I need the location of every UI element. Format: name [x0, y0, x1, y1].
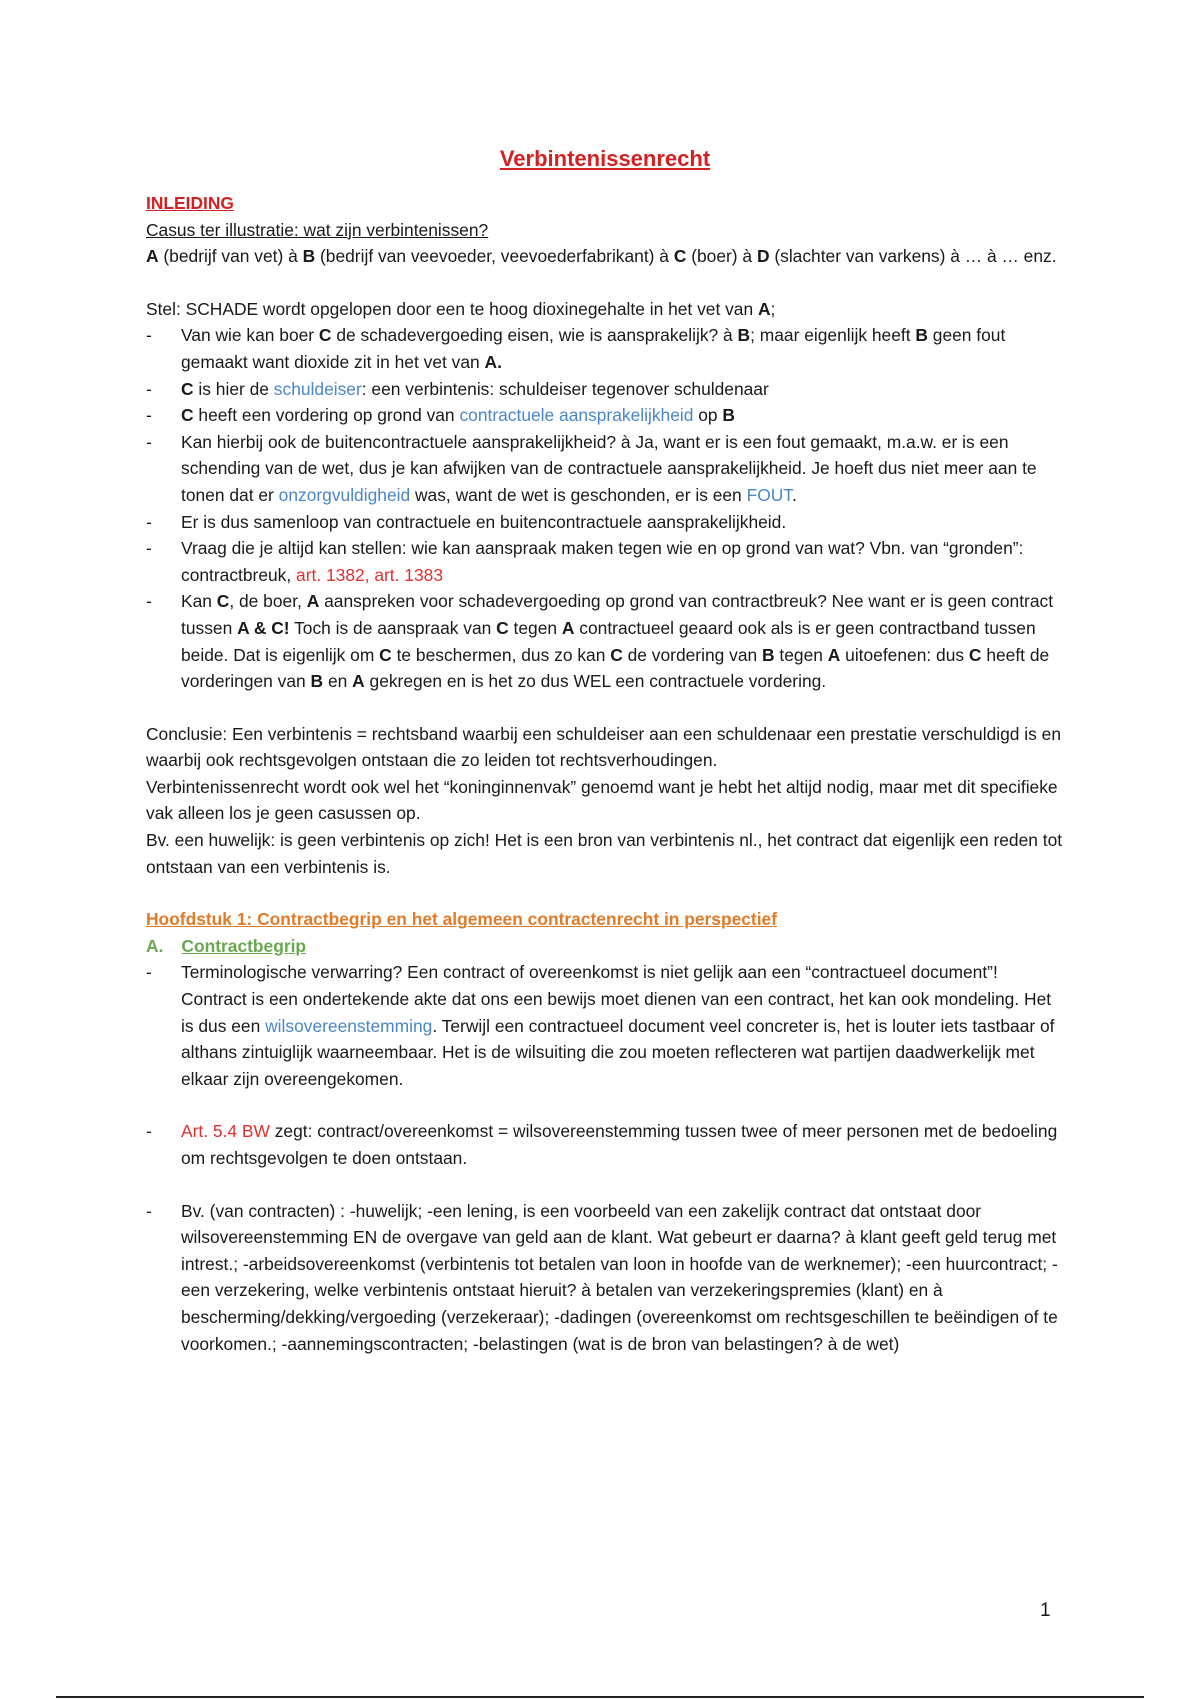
list-item: - Art. 5.4 BW zegt: contract/overeenkomst = wilsovereenstemming tussen twee of meer personen met de bedoeling om rechtsgevolgen te doen ontstaan.	[146, 1118, 1064, 1171]
stel-paragraph: Stel: SCHADE wordt opgelopen door een te hoog dioxinegehalte in het vet van A;	[146, 298, 776, 319]
term-contractuele-aansprakelijkheid: contractuele aansprakelijkheid	[459, 405, 694, 426]
term-schuldeiser: schuldeiser	[273, 378, 362, 399]
footer-divider	[56, 1696, 1144, 1698]
huwelijk-paragraph: Bv. een huwelijk: is geen verbintenis op zich! Het is een bron van verbintenis nl., het contract dat eigenlijk een reden tot ontstaan van een verbintenis is.	[146, 830, 1063, 877]
term-fout: FOUT	[746, 484, 792, 505]
chain-paragraph: A (bedrijf van vet) à B (bedrijf van veevoeder, veevoederfabrikant) à C (boer) à D (slachter van varkens) à … à … enz.	[146, 246, 1057, 267]
list-item: - Van wie kan boer C de schadevergoeding eisen, wie is aansprakelijk? à B; maar eigenlijk heeft B geen fout gemaakt want dioxide zit in het vet van A.	[146, 322, 1064, 375]
inleiding-bullet-list	[146, 322, 1064, 694]
article-reference: art. 1382, art. 1383	[296, 564, 443, 585]
casus-heading: Casus ter illustratie: wat zijn verbintenissen?	[146, 219, 489, 240]
section-heading-inleiding: INLEIDING	[146, 193, 234, 213]
document-page	[146, 144, 1064, 1357]
chapter-heading: Hoofdstuk 1: Contractbegrip en het algemeen contractenrecht in perspectief	[146, 909, 778, 930]
list-item: - Kan C, de boer, A aanspreken voor schadevergoeding op grond van contractbreuk? Nee want er is geen contract tussen A & C! Toch is de aanspraak van C tegen A contractueel geaard ook als is er geen contractband tussen beide. Dat is eigenlijk om C te beschermen, dus zo kan C de vordering van B tegen A uitoefenen: dus C heeft de vorderingen van B en A gekregen en is het zo dus WEL een contractuele vordering.	[146, 588, 1064, 694]
page-title: Verbintenissenrecht	[499, 146, 711, 171]
list-item: - C is hier de schuldeiser: een verbintenis: schuldeiser tegenover schuldenaar	[146, 376, 1064, 403]
list-item: - C heeft een vordering op grond van contractuele aansprakelijkheid op B	[146, 402, 1064, 429]
conclusie-paragraph: Conclusie: Een verbintenis = rechtsband waarbij een schuldeiser aan een schuldenaar een prestatie verschuldigd is en waarbij ook rechtsgevolgen ontstaan die zo leiden tot rechtsverhoudingen.	[146, 723, 1062, 771]
page-number: 1	[1040, 1600, 1051, 1621]
article-reference: Art. 5.4 BW	[181, 1121, 270, 1142]
list-item: - Terminologische verwarring? Een contract of overeenkomst is niet gelijk aan een “contractueel document”! Contract is een ondertekende akte dat ons een bewijs moet dienen van een contract, het kan ook mondeling. Het is dus een wilsovereenstemming. Terwijl een contractueel document veel concreter is, het is louter iets tastbaar of althans zintuiglijk waarneembaar. Het is de wilsuiting die zou moeten reflecteren wat partijen daadwerkelijk met elkaar zijn overeengekomen.	[146, 959, 1064, 1092]
section-a-heading: A. Contractbegrip	[146, 935, 307, 956]
contractbegrip-bullet-list	[146, 959, 1064, 1092]
term-onzorgvuldigheid: onzorgvuldigheid	[278, 484, 411, 505]
list-item: - Bv. (van contracten) : -huwelijk; -een lening, is een voorbeeld van een zakelijk contract dat ontstaat door wilsovereenstemming EN de overgave van geld aan de klant. Wat gebeurt er daarna? à klant geeft geld terug met intrest.; -arbeidsovereenkomst (verbintenis tot betalen van loon in hoofde van de werknemer); -een huurcontract; -een verzekering, welke verbintenis ontstaat hieruit? à betalen van verzekeringspremies (klant) en à bescherming/dekking/vergoeding (verzekeraar); -dadingen (overeenkomst om rechtsgeschillen te beëindigen of te voorkomen.; -aannemingscontracten; -belastingen (wat is de bron van belastingen? à de wet)	[146, 1198, 1064, 1358]
list-item: - Er is dus samenloop van contractuele en buitencontractuele aansprakelijkheid.	[146, 509, 1064, 536]
term-wilsovereenstemming: wilsovereenstemming	[265, 1015, 433, 1036]
list-item: - Vraag die je altijd kan stellen: wie kan aanspraak maken tegen wie en op grond van wat? Vbn. van “gronden”: contractbreuk, art. 1382, art. 1383	[146, 535, 1064, 588]
list-item: - Kan hierbij ook de buitencontractuele aansprakelijkheid? à Ja, want er is een fout gemaakt, m.a.w. er is een schending van de wet, dus je kan afwijken van de contractuele aansprakelijkheid. Je hoeft dus niet meer aan te tonen dat er onzorgvuldigheid was, want de wet is geschonden, er is een FOUT.	[146, 429, 1064, 509]
koninginnenvak-paragraph: Verbintenissenrecht wordt ook wel het “koninginnenvak” genoemd want je hebt het altijd nodig, maar met dit specifieke vak alleen los je geen casussen op.	[146, 776, 1058, 824]
